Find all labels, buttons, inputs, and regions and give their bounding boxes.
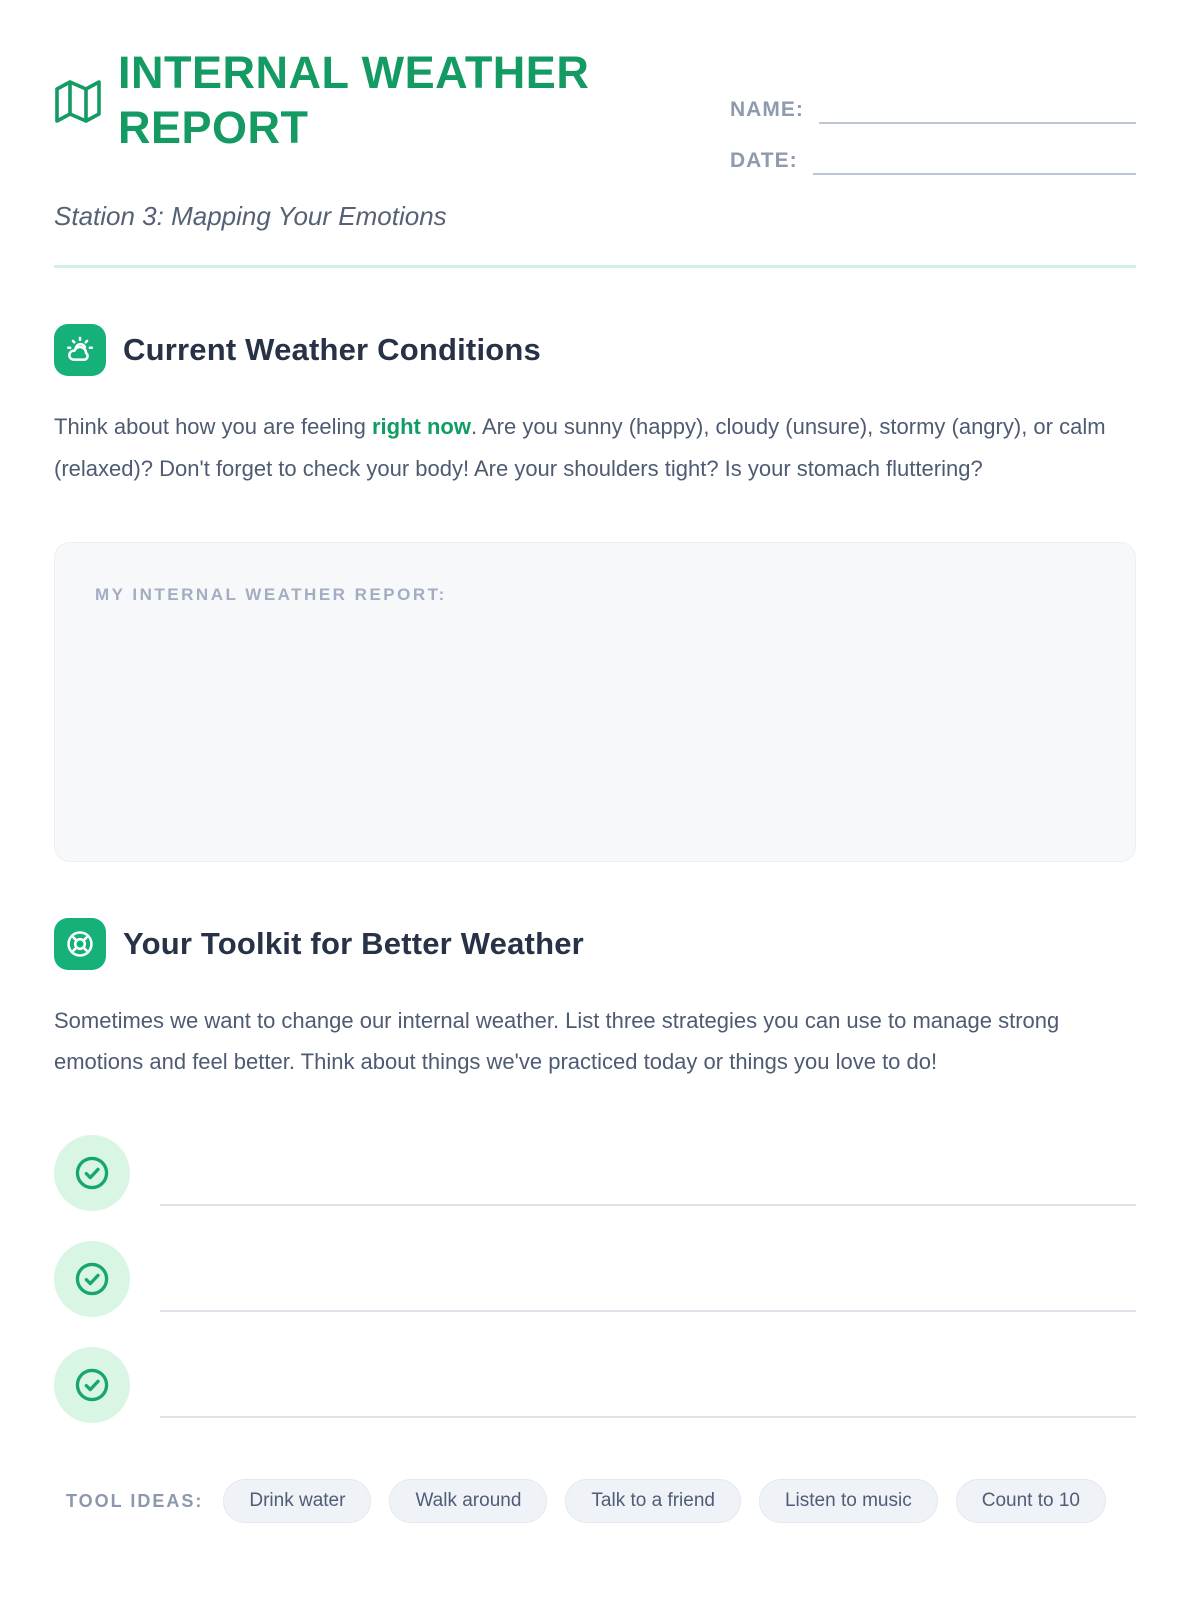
tool-ideas-row	[54, 1479, 1136, 1523]
strategy-input-line-2[interactable]	[160, 1272, 1136, 1312]
strategy-list	[54, 1135, 1136, 1423]
name-input-line[interactable]	[819, 96, 1136, 124]
date-field-row	[730, 147, 1136, 175]
page-subtitle: Station 3: Mapping Your Emotions	[54, 201, 447, 231]
lifebuoy-icon	[54, 918, 106, 970]
map-icon	[54, 77, 102, 125]
tool-idea-pill-drink-water[interactable]: Drink water	[223, 1479, 371, 1523]
name-date-fields	[730, 96, 1136, 175]
page-title: INTERNAL WEATHER REPORT	[118, 47, 590, 153]
brand	[54, 46, 703, 156]
tool-idea-pill-talk-to-a-friend[interactable]: Talk to a friend	[565, 1479, 741, 1523]
strategy-input-line-3[interactable]	[160, 1378, 1136, 1418]
intro-highlight: right now	[371, 414, 471, 439]
strategy-row-3	[54, 1347, 1136, 1423]
toolkit-description-paragraph: Sometimes we want to change our internal weather. List three strategies you can use to manage strong emotions and feel better. Think about things we've practiced today or things you love to do!	[54, 1007, 1060, 1075]
intro-suffix: . Are you sunny (happy), cloudy (unsure), stormy (angry), or calm (relaxed)? Don't forget to check your body! Are your shoulders tight? Is your stomach fluttering?	[54, 414, 1106, 481]
weather-report-box-label: MY INTERNAL WEATHER REPORT:	[95, 584, 447, 604]
strategy-row-2	[54, 1241, 1136, 1317]
tool-ideas-label: TOOL IDEAS:	[66, 1490, 204, 1511]
weather-section-header	[54, 324, 1136, 376]
check-circle-icon	[54, 1135, 130, 1211]
tool-idea-pills	[223, 1479, 1106, 1523]
strategy-row-1	[54, 1135, 1136, 1211]
date-input-line[interactable]	[813, 147, 1136, 175]
date-label: DATE:	[730, 149, 798, 172]
weather-report-box[interactable]	[54, 542, 1136, 862]
name-label: NAME:	[730, 98, 804, 121]
strategy-input-line-1[interactable]	[160, 1166, 1136, 1206]
toolkit-section-title: Your Toolkit for Better Weather	[123, 925, 584, 961]
weather-intro-paragraph	[54, 406, 1136, 490]
toolkit-section-header	[54, 918, 1136, 970]
check-circle-icon	[54, 1241, 130, 1317]
tool-idea-pill-count-to-10[interactable]: Count to 10	[956, 1479, 1106, 1523]
tool-idea-pill-walk-around[interactable]: Walk around	[389, 1479, 547, 1523]
check-circle-icon	[54, 1347, 130, 1423]
name-field-row	[730, 96, 1136, 124]
sun-cloud-icon	[54, 324, 106, 376]
header-divider	[54, 265, 1136, 268]
tool-idea-pill-listen-to-music[interactable]: Listen to music	[759, 1479, 938, 1523]
page-header	[54, 46, 1136, 175]
weather-section-title: Current Weather Conditions	[123, 332, 541, 367]
intro-prefix: Think about how you are feeling	[54, 414, 372, 439]
